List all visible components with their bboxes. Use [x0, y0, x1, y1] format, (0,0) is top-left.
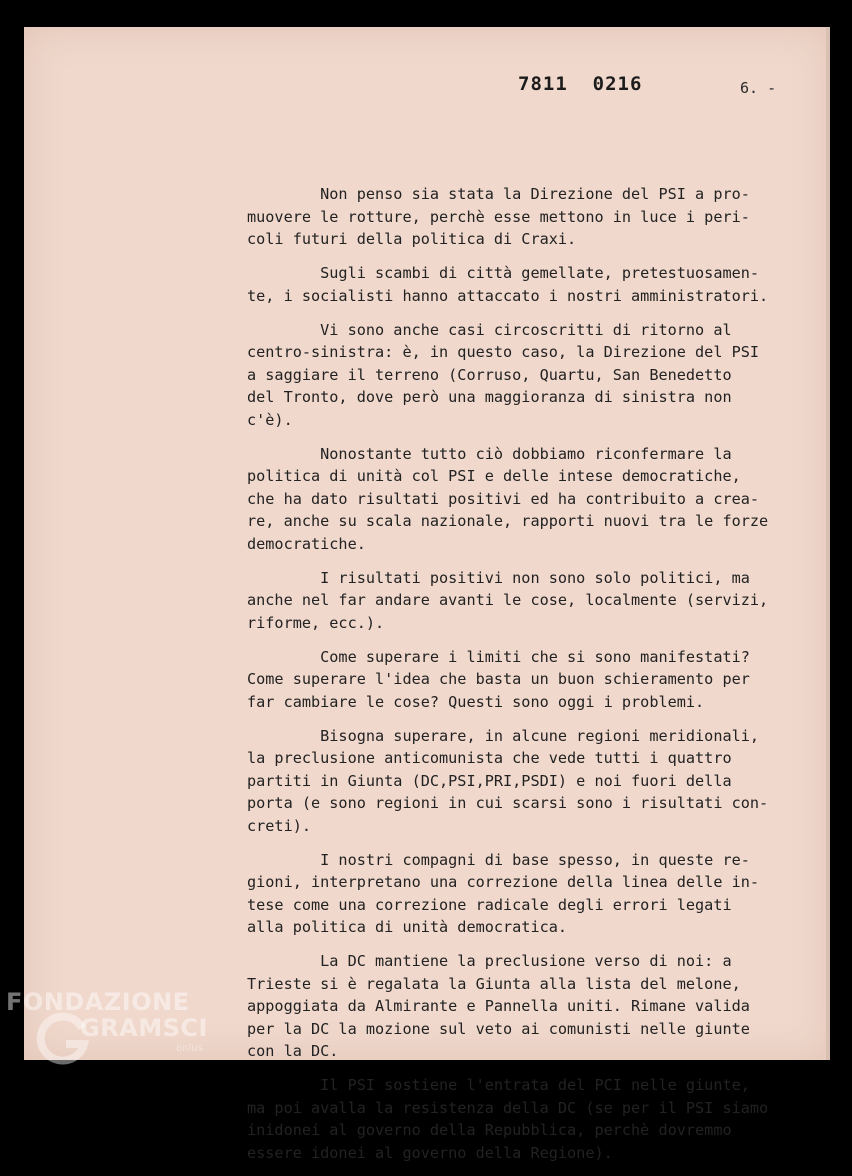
watermark-line-2: GRAMSCI [80, 1014, 208, 1042]
fondazione-gramsci-watermark [6, 988, 216, 1068]
text-line: porta (e sono regioni in cui scarsi sono i risultati con- [247, 794, 769, 812]
watermark-small: onlus [176, 1043, 203, 1054]
text-line: far cambiare le cose? Questi sono oggi i problemi. [247, 692, 705, 711]
text-line: riforme, ecc.). [247, 613, 385, 632]
text-line: tese come una correzione radicale degli errori legati [247, 895, 732, 914]
text-line: per la DC la mozione sul veto ai comunisti nelle giunte [247, 1019, 750, 1038]
paragraph [247, 1074, 817, 1164]
text-line: Il PSI sostiene l'entrata del PCI nelle giunte, [247, 1076, 750, 1094]
text-line: centro-sinistra: è, in questo caso, la Direzione del PSI [247, 343, 760, 361]
page-number: 6. - [740, 79, 777, 97]
text-line: del Tronto, dove però una maggioranza di sinistra non [247, 388, 732, 406]
paragraph [247, 950, 817, 1063]
text-line: democratiche. [247, 534, 366, 553]
text-line: appoggiata da Almirante e Pannella uniti. Rimane valida [247, 997, 750, 1015]
text-line: a saggiare il terreno (Corruso, Quartu, San Benedetto [247, 365, 732, 384]
text-line: Non penso sia stata la Direzione del PSI a pro- [247, 185, 750, 203]
archive-code: 7811 0216 [518, 73, 643, 95]
text-line: la preclusione anticomunista che vede tutti i quattro [247, 749, 732, 767]
text-line: re, anche su scala nazionale, rapporti nuovi tra le forze [247, 512, 769, 530]
paragraph [247, 646, 817, 714]
text-line: che ha dato risultati positivi ed ha contribuito a crea- [247, 489, 760, 508]
text-line: partiti in Giunta (DC,PSI,PRI,PSDI) e noi fuori della [247, 771, 732, 790]
text-line: c'è). [247, 410, 293, 429]
text-line: creti). [247, 816, 312, 835]
paragraph [247, 849, 817, 939]
text-line: Vi sono anche casi circoscritti di ritorno al [247, 320, 732, 339]
text-line: Come superare l'idea che basta un buon schieramento per [247, 670, 750, 688]
text-line: alla politica di unità democratica. [247, 918, 568, 936]
document-body [247, 183, 817, 1176]
watermark-line-1: FONDAZIONE [6, 988, 190, 1016]
paragraph [247, 725, 817, 838]
text-line: essere idonei al governo della Regione). [247, 1143, 613, 1162]
paragraph [247, 567, 817, 635]
text-line: anche nel far andare avanti le cose, localmente (servizi, [247, 591, 769, 609]
text-line: Bisogna superare, in alcune regioni meridionali, [247, 726, 760, 745]
text-line: con la DC. [247, 1042, 339, 1060]
text-line: coli futuri della politica di Craxi. [247, 230, 577, 248]
text-line: inidonei al governo della Repubblica, perchè dovremmo [247, 1121, 732, 1139]
text-line: politica di unità col PSI e delle intese democratiche, [247, 467, 741, 485]
text-line: Nonostante tutto ciò dobbiamo riconfermare la [247, 444, 732, 463]
text-line: I nostri compagni di base spesso, in queste re- [247, 850, 750, 869]
text-line: muovere le rotture, perchè esse mettono in luce i peri- [247, 207, 750, 226]
paragraph [247, 262, 817, 307]
page-edge [826, 27, 830, 1060]
paragraph [247, 443, 817, 556]
text-line: Come superare i limiti che si sono manifestati? [247, 647, 750, 666]
paragraph [247, 319, 817, 432]
text-line: ma poi avalla la resistenza della DC (se per il PSI siamo [247, 1098, 769, 1117]
paragraph [247, 183, 817, 251]
text-line: I risultati positivi non sono solo politici, ma [247, 568, 750, 587]
text-line: Trieste si è regalata la Giunta alla lista del melone, [247, 974, 741, 993]
text-line: gioni, interpretano una correzione della linea delle in- [247, 873, 760, 891]
text-line: Sugli scambi di città gemellate, pretestuosamen- [247, 264, 760, 282]
text-line: te, i socialisti hanno attaccato i nostri amministratori. [247, 286, 769, 305]
text-line: La DC mantiene la preclusione verso di noi: a [247, 952, 732, 970]
